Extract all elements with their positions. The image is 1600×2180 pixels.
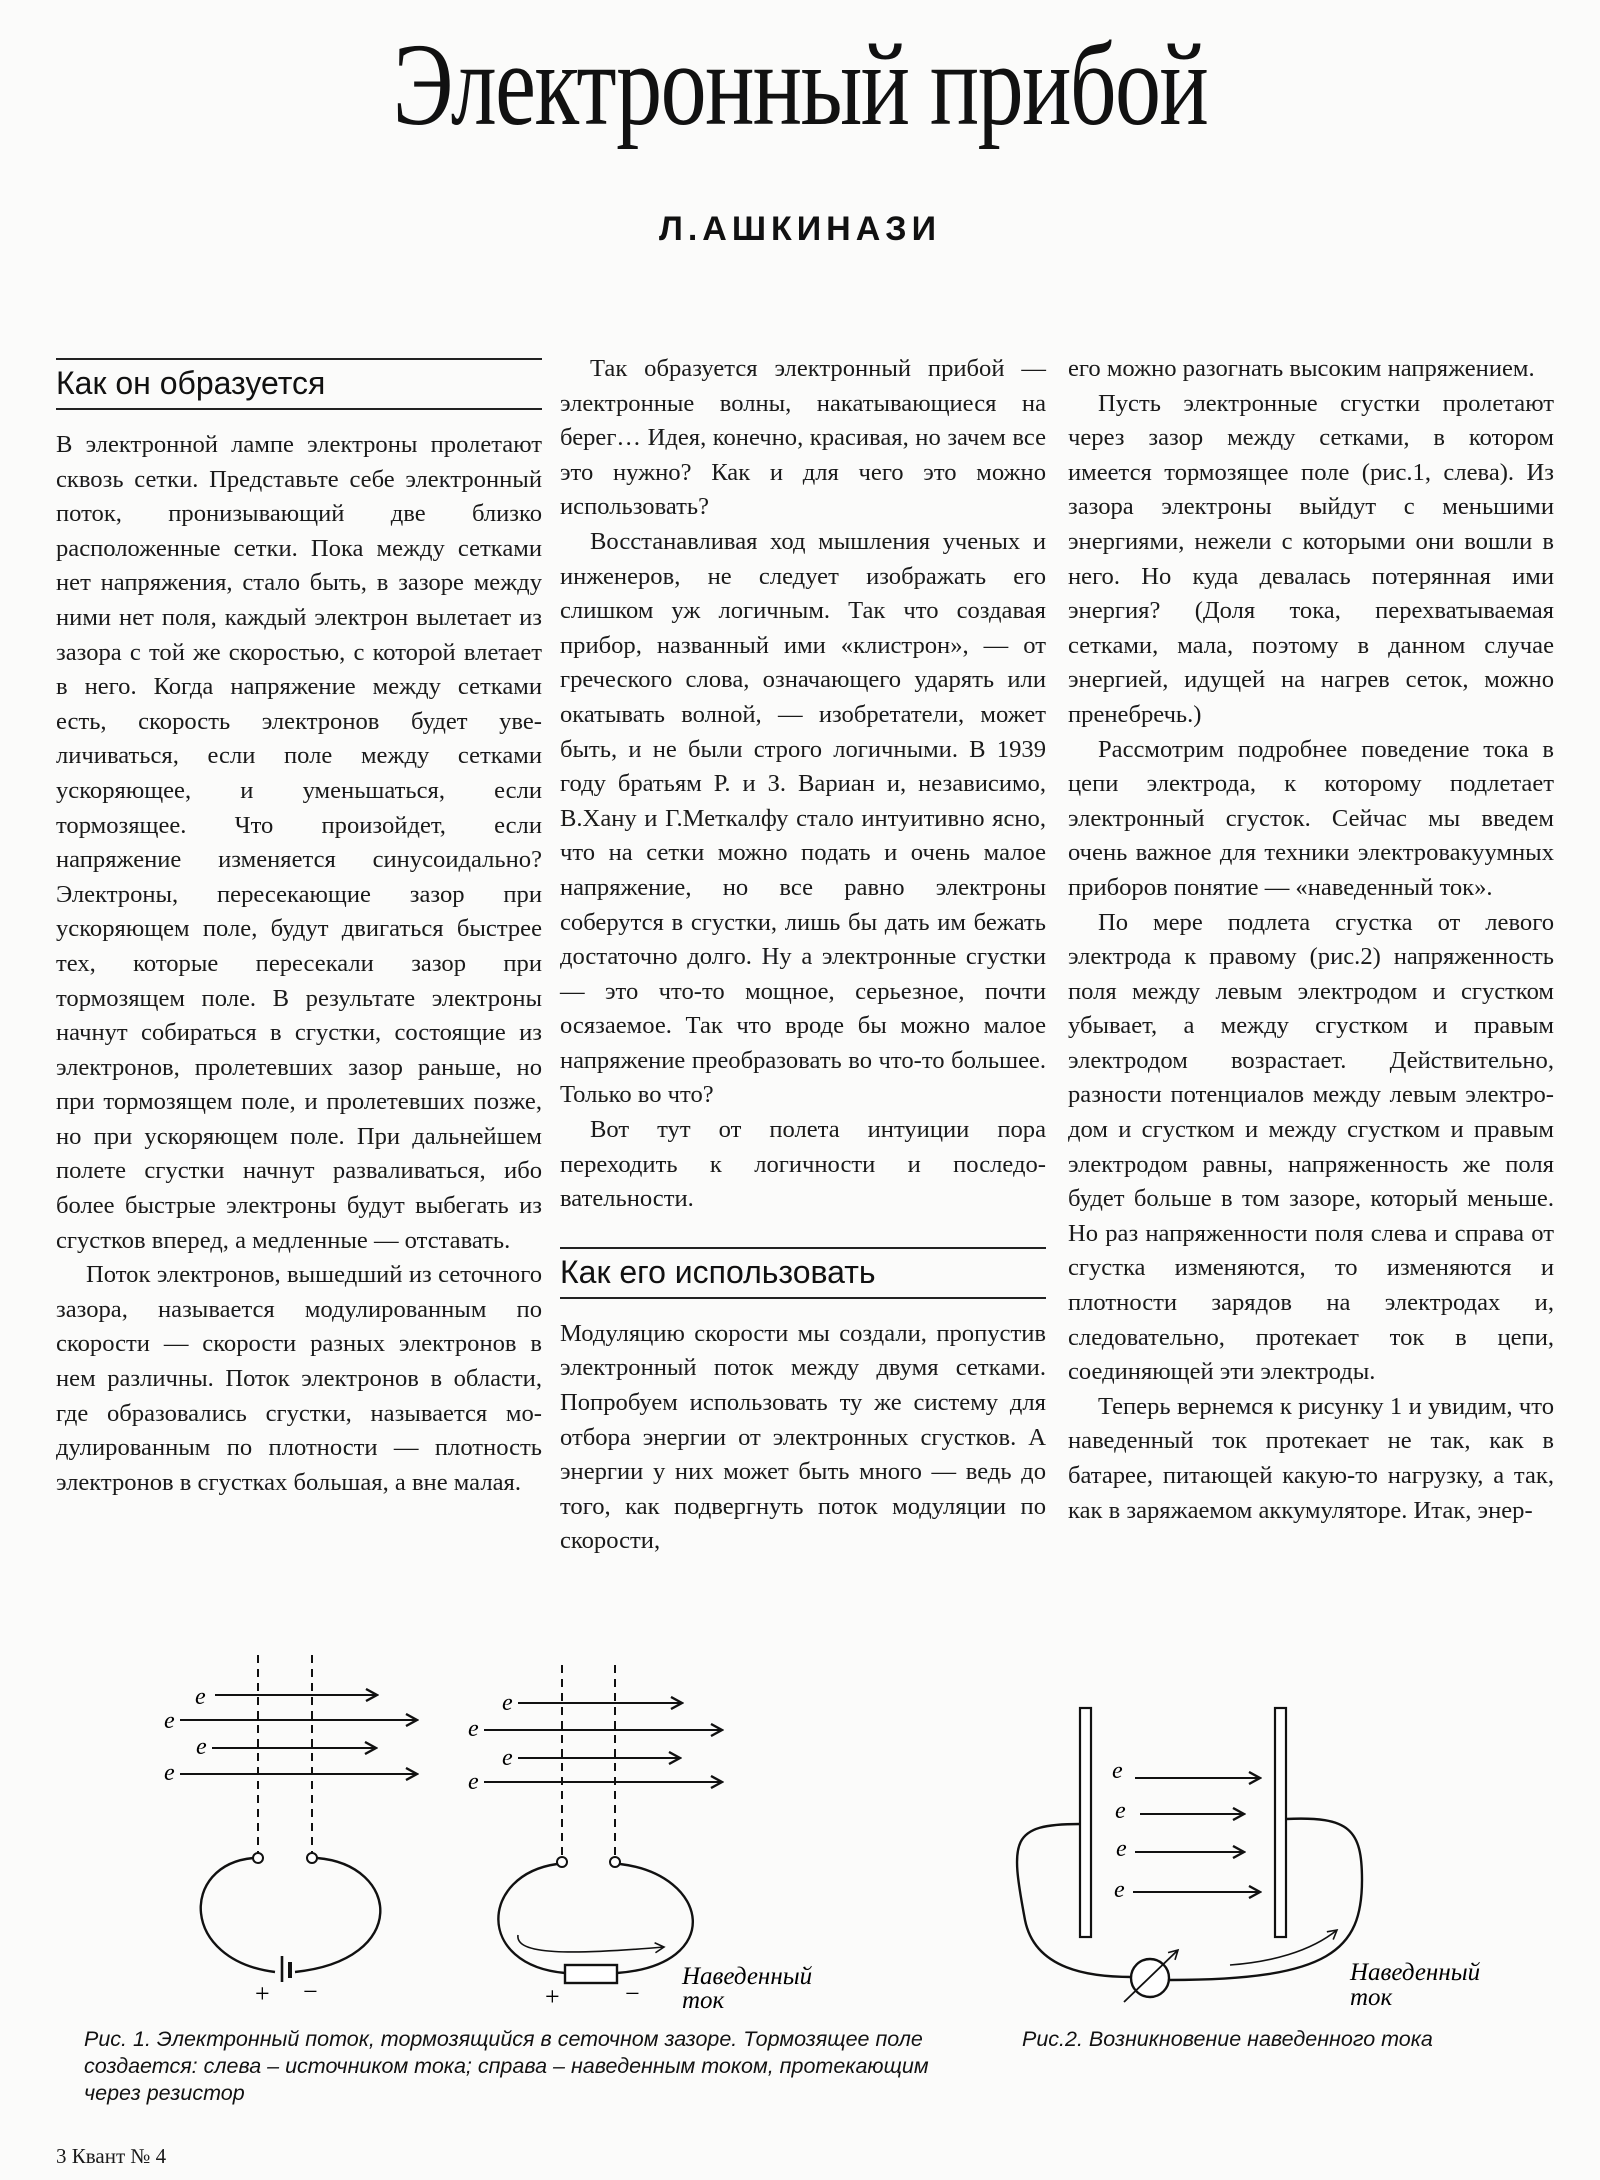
figure-1-caption: Рис. 1. Электронный поток, тормозящийся в сеточном зазоре. Тормозящее поле создается: слева – источником тока; справа – наведенным током, протекающим через резистор — [84, 2027, 929, 2105]
induced-current-label: ток — [682, 1987, 725, 2014]
induced-current-label: Наведенный — [682, 1963, 813, 1990]
plus-sign: + — [545, 1982, 560, 2011]
minus-sign: − — [303, 1977, 318, 2006]
paragraph: В электронной лампе электроны пролетают сквозь сетки. Представьте себе электронный поток, пронизывающий две близко расположенные сетки. Пока между сетками нет напряжения, стало быть, в зазоре между ними нет поля, каждый электрон вылетает из зазора с той же скоростью, с которой влетает в него. Когда напряжение между сетками есть, скорость электронов будет увеличиваться, если поле между сетками ускоряющее, и уменьшаться, если тормозящее. Что произойдет, если напряжение изменяется синусоидально? Электроны, пересекающие зазор при ускоряющем поле, будут двигаться быстрее тех, которые пересекали зазор при тормозящем поле. В результате электроны начнут собираться в сгустки, состоящие из электронов, пролетевших зазор раньше, но при тормозящем поле, и пролетевших позже, но при ускоряющем поле. При дальнейшем полете сгустки начнут разваливаться, ибо более быстрые электроны будут выбегать из сгустков вперед, а медленные — отставать. — [56, 431, 542, 1254]
electron-label: e — [1112, 1758, 1123, 1784]
paragraph: Вот тут от полета интуиции пора переходить к логичности и последовательности. — [560, 1116, 1046, 1213]
section-heading: Как его использовать — [560, 1247, 1046, 1299]
electron-label: e — [502, 1745, 513, 1771]
article-title: Электронный прибой — [392, 19, 1208, 150]
figure-1-left — [140, 1650, 480, 2010]
paragraph: Пусть электронные сгустки пролетают через зазор между сетками, в котором имеется тормозящее поле (рис.1, слева). Из зазора электроны выйдут с меньшими энергиями, нежели с которыми они вошли в него. Но куда девалась потерянная ими энергия? (Доля тока, перехватываемая сетками, мала, поэтому в данном случае энергией, идущей на нагрев сеток, можно пренебречь.) — [1068, 389, 1554, 728]
left-electrode — [1080, 1708, 1091, 1937]
paragraph: Восстанавливая ход мышления ученых и инженеров, не следует изображать его слишком уж логичным. Так что создавая прибор, названный ими «клистрон», — от греческого слова, означающего ударять или окатывать волной, — изобретатели, может быть, и не были строго логичными. В 1939 году братьям Р. и З. Вариан и, независимо, В.Хану и Г.Меткалфу стало интуитивно ясно, что на сетки можно подать и очень малое напряжение, но все равно электроны соберутся в сгустки, лишь бы дать им бежать достаточно долго. Ну а электронные сгустки — это что-то мощное, серьезное, почти осязаемое. Так что вроде бы можно малое напряжение преобразовать во что-то большее. Только во что? — [560, 527, 1046, 1109]
paragraph: Рассмотрим подробнее поведение тока в цепи электрода, к которому подлетает электронный сгусток. Сейчас мы введем очень важное для техники электровакуумных приборов понятие — «наведенный ток». — [1068, 735, 1554, 901]
electron-label: e — [164, 1760, 175, 1786]
text-column-2 — [560, 352, 1046, 1559]
paragraph: его можно разогнать высоким напряжением. — [1068, 355, 1535, 382]
section-heading: Как он образуется — [56, 358, 542, 410]
electron-label: e — [468, 1716, 479, 1742]
paragraph: Теперь вернемся к рисунку 1 и увидим, что наведенный ток протекает не так, как в батарее, питающей какую-то нагрузку, а так, как в заряжаемом аккумуляторе. Итак, энер- — [1068, 1392, 1554, 1524]
page-footer: 3 Квант № 4 — [56, 2144, 167, 2168]
electron-label: e — [195, 1684, 206, 1710]
electron-label: e — [468, 1769, 479, 1795]
electron-label: e — [1114, 1877, 1125, 1903]
grid-resistor-diagram — [460, 1650, 880, 2020]
paragraph: Поток электронов, вышедший из сеточного зазора, называется модулированным по скорости — скорости разных электронов в нем различны. Поток электронов в области, где образовались сгустки, называется модулированным по плотности — плотность электронов в сгустках большая, а вне малая. — [56, 1261, 542, 1496]
induced-current-label: Наведенный — [1350, 1959, 1481, 1986]
electron-label: e — [164, 1708, 175, 1734]
figure-1-right — [460, 1650, 880, 2020]
right-electrode — [1275, 1708, 1286, 1937]
electron-label: e — [1115, 1798, 1126, 1824]
induced-current-label: ток — [1350, 1984, 1393, 2011]
text-column-1 — [56, 352, 542, 1500]
paragraph: Так образуется электронный прибой — электронные волны, накатывающиеся на берег… Идея, конечно, красивая, но зачем все это нужно? Как и для чего это можно использовать? — [560, 355, 1046, 521]
minus-sign: − — [625, 1979, 640, 2008]
grid-battery-diagram — [140, 1650, 480, 2010]
plus-sign: + — [255, 1979, 270, 2008]
figure-2-caption: Рис.2. Возникновение наведенного тока — [1022, 2027, 1433, 2051]
paragraph: По мере подлета сгустка от левого электрода к правому (рис.2) напряженность поля между левым электродом и сгустком убывает, а между сгустком и правым электродом возрастает. Действительно, разности потенциалов между левым электродом и сгустком и между сгустком и правым электродом равны, напряженность же поля будет больше в том зазоре, который меньше. Но раз напряженности поля слева и справа от сгустка изменяются, то изменяются и плотности зарядов на электродах и, следовательно, протекает ток в цепи, соединяющей эти электроды. — [1068, 908, 1554, 1386]
figure-2 — [1000, 1690, 1520, 2020]
electrode-ammeter-diagram — [1000, 1690, 1520, 2020]
text-column-3 — [1068, 352, 1554, 1528]
electron-label: e — [502, 1690, 513, 1716]
electron-label: e — [196, 1734, 207, 1760]
paragraph: Модуляцию скорости мы создали, пропустив электронный поток между двумя сетками. Попробуем использовать ту же систему для отбора энергии от электронных сгустков. А энергии у них может быть много — ведь до того, как подвергнуть поток модуляции по скорости, — [560, 1319, 1046, 1555]
resistor-icon — [565, 1965, 617, 1983]
article-author: Л.АШКИНАЗИ — [658, 210, 942, 248]
electron-label: e — [1116, 1836, 1127, 1862]
